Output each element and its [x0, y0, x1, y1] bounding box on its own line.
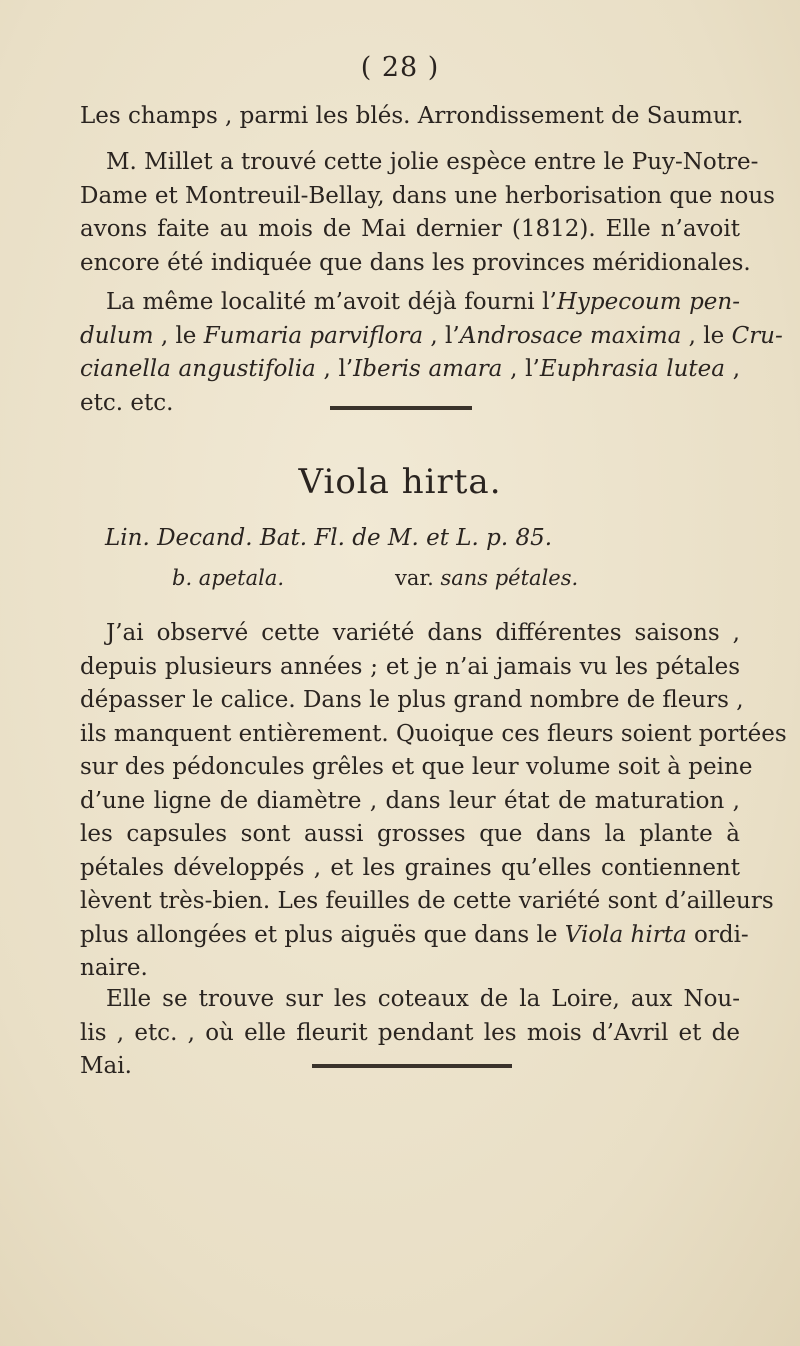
text-run: , l’ [315, 356, 354, 382]
section-divider [330, 406, 472, 410]
variety-label: b. apetala. [172, 566, 285, 590]
text-line: Mai. [80, 1053, 132, 1079]
variety-description [395, 566, 578, 590]
text-line: encore été indiquée que dans les provinces méridionales. [80, 249, 751, 276]
text-line: lèvent très-bien. Les feuilles de cette variété sont d’ailleurs [80, 888, 774, 914]
text-run: ordi- [686, 921, 749, 948]
paragraph-locality [80, 286, 783, 420]
text-line: J’ai observé cette variété dans différentes saisons , [106, 620, 740, 646]
text-run: plus allongées et plus aiguës que dans le [80, 921, 565, 948]
text-run: , l’ [423, 322, 460, 349]
species-name: Viola hirta [564, 921, 687, 948]
text-line: ils manquent entièrement. Quoique ces fleurs soient portées [80, 720, 787, 747]
page-number: ( 28 ) [360, 52, 440, 83]
text-line: pétales développés , et les graines qu’elles contiennent [80, 854, 740, 881]
species-name: Androsace maxima [459, 322, 682, 349]
paragraph-observation [80, 617, 787, 986]
text-line: Elle se trouve sur les coteaux de la Loire, aux Nou- [106, 986, 740, 1012]
text-run: , [724, 356, 741, 382]
text-line: M. Millet a trouvé cette jolie espèce entre le Puy-Notre- [106, 149, 759, 175]
text-line: Dame et Montreuil-Bellay, dans une herborisation que nous [80, 182, 775, 209]
text-line: avons faite au mois de Mai dernier (1812). Elle n’avoit [80, 216, 740, 242]
species-name: Euphrasia lutea [539, 356, 725, 382]
text-run: La même localité m’avoit déjà fourni l’ [106, 289, 557, 315]
text-line: naire. [80, 955, 148, 981]
text-line: dépasser le calice. Dans le plus grand nombre de fleurs , [80, 687, 744, 713]
text-line [80, 353, 740, 387]
species-name: Hypecoum pen- [556, 289, 740, 315]
paragraph-fields [80, 100, 744, 134]
text-run: , le [681, 322, 732, 349]
text-run: , l’ [502, 356, 540, 382]
text-run: sans pétales. [440, 566, 579, 590]
section-heading: Viola hirta. [298, 462, 502, 502]
text-line: etc. etc. [80, 389, 174, 416]
text-run: , le [153, 322, 204, 349]
citation: Lin. Decand. Bat. Fl. de M. et L. p. 85. [105, 525, 553, 551]
text-run: var. [395, 566, 441, 590]
text-line: d’une ligne de diamètre , dans leur état de maturation , [80, 787, 740, 814]
species-name: Fumaria parviflora [203, 322, 424, 349]
paragraph-millet [80, 146, 775, 280]
species-name: Iberis amara [353, 356, 503, 382]
species-name: dulum [80, 322, 154, 349]
text-line: depuis plusieurs années ; et je n’ai jamais vu les pétales [80, 653, 740, 680]
text-line [80, 286, 740, 320]
end-divider [312, 1064, 512, 1068]
text-line: sur des pédoncules grêles et que leur volume soit à peine [80, 754, 753, 780]
species-name: cianella angustifolia [80, 356, 316, 382]
text-line: lis , etc. , où elle fleurit pendant les mois d’Avril et de [80, 1019, 740, 1046]
paragraph-habitat [80, 983, 740, 1084]
text-line: les capsules sont aussi grosses que dans la plante à [80, 821, 740, 847]
text-line [80, 320, 783, 354]
species-name: Cru- [731, 322, 783, 349]
text-line: Les champs , parmi les blés. Arrondissement de Saumur. [80, 103, 744, 129]
text-line [80, 919, 749, 953]
